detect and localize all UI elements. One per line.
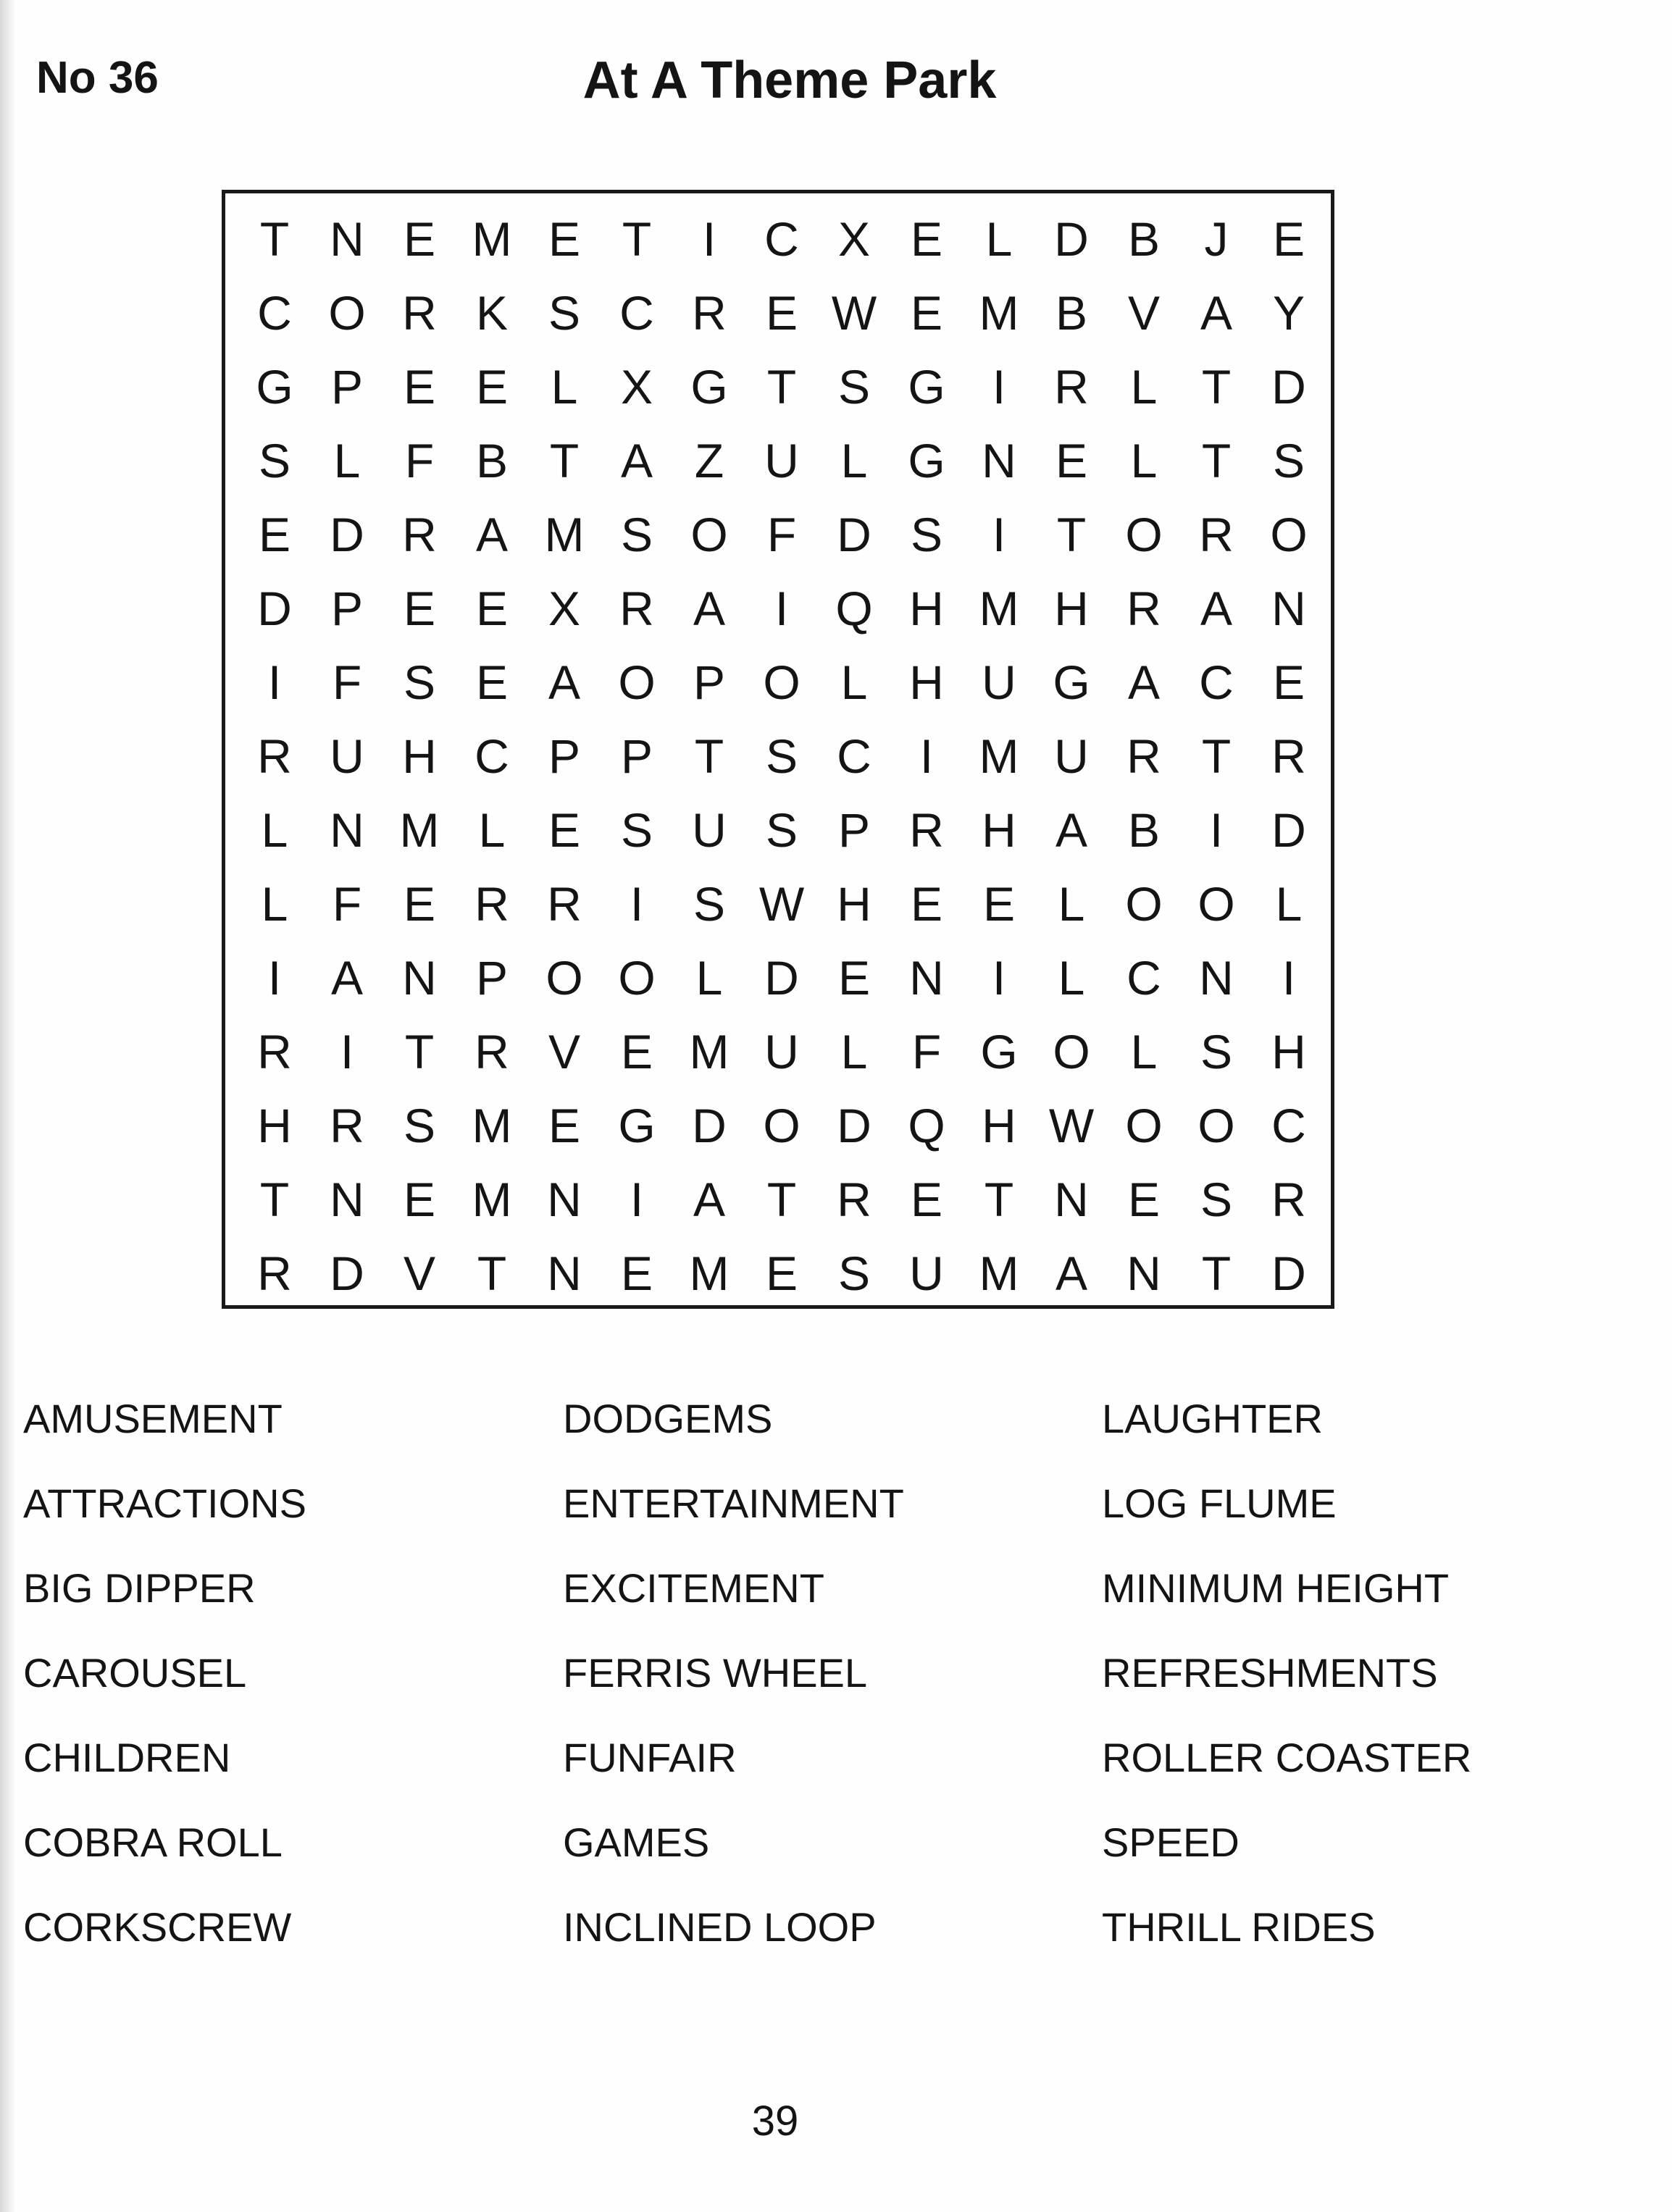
grid-cell: Z [694,434,724,487]
grid-cell: D [330,508,364,561]
grid-cell: M [979,286,1019,340]
grid-cell: B [475,434,509,487]
grid-cell: L [261,803,288,857]
grid-cell: S [620,803,653,857]
grid-cell: S [403,1099,436,1152]
grid-cell: O [690,508,728,561]
grid-cell: U [909,1247,944,1300]
grid-cell: O [763,655,801,709]
grid-cell: N [330,803,364,857]
grid-cell: L [1130,434,1158,487]
grid-cell: M [689,1247,730,1300]
grid-cell: L [478,803,506,857]
grid-cell: N [982,434,1016,487]
grid-cell: D [837,508,871,561]
grid-cell: U [982,655,1016,709]
word-list-item: CAROUSEL [23,1650,247,1696]
grid-cell: I [992,360,1006,414]
grid-cell: E [982,877,1016,931]
grid-cell: T [549,434,580,487]
grid-cell: R [257,729,292,783]
grid-cell: S [620,508,653,561]
grid-cell: C [1271,1099,1306,1152]
grid-cell: H [1054,582,1089,635]
grid-cell: R [1126,729,1161,783]
grid-cell: U [764,434,799,487]
grid-cell: M [979,1247,1019,1300]
grid-cell: S [693,877,726,931]
grid-cell: E [403,877,436,931]
grid-cell: I [1209,803,1224,857]
grid-cell: C [257,286,292,340]
grid-cell: M [689,1025,730,1078]
grid-cell: O [328,286,366,340]
grid-cell: Y [1272,286,1305,340]
grid-cell: I [774,582,789,635]
grid-cell: N [547,1173,582,1226]
grid-cell: Q [908,1099,945,1152]
grid-cell: L [1058,951,1085,1005]
grid-cell: O [1125,877,1163,931]
grid-cell: A [1055,803,1088,857]
grid-cell: S [765,729,798,783]
grid-cell: N [1126,1247,1161,1300]
grid-cell: E [258,508,291,561]
grid-cell: T [694,729,724,783]
grid-cell: M [979,729,1019,783]
grid-cell: M [472,1173,512,1226]
word-list-item: LAUGHTER [1102,1396,1323,1441]
grid-cell: L [1130,1025,1158,1078]
grid-cell: G [1053,655,1090,709]
grid-cell: P [620,729,653,783]
grid-cell: D [837,1099,871,1152]
grid-cell: R [909,803,944,857]
grid-cell: B [1055,286,1088,340]
grid-cell: R [547,877,582,931]
grid-cell: R [619,582,654,635]
grid-cell: A [1200,582,1233,635]
grid-cell: R [257,1025,292,1078]
word-list-item: CHILDREN [23,1735,231,1780]
grid-cell: T [259,1173,290,1226]
grid-cell: A [1055,1247,1088,1300]
grid-cell: P [693,655,726,709]
grid-cell: H [982,803,1016,857]
grid-cell: A [475,508,509,561]
grid-cell: G [980,1025,1018,1078]
grid-cell: O [763,1099,801,1152]
grid-cell: F [404,434,435,487]
grid-cell: N [909,951,944,1005]
grid-cell: N [1054,1173,1089,1226]
grid-cell: M [399,803,440,857]
grid-cell: V [403,1247,436,1300]
grid-cell: S [910,508,943,561]
grid-cell: H [909,582,944,635]
puzzle-title: At A Theme Park [582,51,997,109]
grid-cell: V [548,1025,581,1078]
grid-cell: L [1130,360,1158,414]
grid-cell: I [919,729,934,783]
grid-cell: T [766,1173,797,1226]
puzzle-number: No 36 [36,53,159,103]
grid-cell: B [1127,803,1161,857]
grid-cell: I [992,508,1006,561]
grid-cell: H [402,729,437,783]
grid-cell: F [911,1025,942,1078]
grid-cell: E [837,951,871,1005]
grid-cell: P [330,360,364,414]
word-search-grid [238,202,1325,1310]
word-list-item: COBRA ROLL [23,1819,283,1865]
grid-cell: D [1054,212,1089,266]
word-list-column-1 [23,1376,306,1969]
grid-cell: T [1201,729,1232,783]
grid-cell: D [1271,803,1306,857]
word-list-item: REFRESHMENTS [1102,1650,1438,1696]
grid-cell: C [619,286,654,340]
word-list-item: SPEED [1102,1819,1240,1865]
grid-cell: U [1054,729,1089,783]
grid-cell: O [1197,877,1235,931]
word-list-item: INCLINED LOOP [563,1904,877,1950]
grid-cell: T [477,1247,507,1300]
grid-cell: I [267,951,282,1005]
grid-cell: R [402,508,437,561]
grid-cell: N [1199,951,1234,1005]
grid-cell: L [1058,877,1085,931]
word-list-item: ROLLER COASTER [1102,1735,1472,1780]
grid-cell: R [1199,508,1234,561]
word-list-item: THRILL RIDES [1102,1904,1376,1950]
grid-cell: N [1271,582,1306,635]
grid-cell: U [764,1025,799,1078]
grid-cell: E [765,286,798,340]
word-list-item: AMUSEMENT [23,1396,283,1441]
grid-cell: O [546,951,583,1005]
grid-cell: I [340,1025,354,1078]
grid-cell: E [910,1173,943,1226]
word-list-item: LOG FLUME [1102,1480,1337,1526]
word-list-item: DODGEMS [563,1396,773,1441]
grid-cell: C [764,212,799,266]
grid-cell: L [333,434,361,487]
grid-cell: A [620,434,653,487]
grid-cell: T [766,360,797,414]
grid-cell: O [618,655,656,709]
grid-cell: A [693,1173,726,1226]
word-list-item: GAMES [563,1819,710,1865]
grid-cell: T [404,1025,435,1078]
grid-cell: R [475,1025,509,1078]
grid-cell: A [1127,655,1161,709]
grid-cell: P [475,951,509,1005]
grid-cell: I [992,951,1006,1005]
grid-cell: N [547,1247,582,1300]
grid-cell: C [475,729,509,783]
grid-cell: E [910,877,943,931]
grid-cell: S [1272,434,1305,487]
grid-cell: J [1204,212,1229,266]
grid-cell: N [330,212,364,266]
grid-cell: E [910,286,943,340]
grid-cell: A [693,582,726,635]
grid-cell: E [1055,434,1088,487]
grid-cell: O [1197,1099,1235,1152]
grid-cell: O [1270,508,1308,561]
grid-cell: H [1271,1025,1306,1078]
grid-cell: G [618,1099,656,1152]
grid-cell: H [837,877,871,931]
grid-cell: G [256,360,293,414]
word-list-item: MINIMUM HEIGHT [1102,1565,1450,1611]
grid-cell: E [548,212,581,266]
word-list-item: CORKSCREW [23,1904,292,1950]
grid-cell: P [330,582,364,635]
word-list-column-3 [1102,1376,1471,1969]
grid-cell: E [403,582,436,635]
grid-cell: E [620,1247,653,1300]
grid-cell: D [1271,360,1306,414]
grid-cell: L [840,1025,868,1078]
grid-cell: U [330,729,364,783]
grid-cell: X [837,212,871,266]
word-list-item: EXCITEMENT [563,1565,824,1611]
grid-cell: R [330,1099,364,1152]
grid-cell: S [548,286,581,340]
grid-cell: A [330,951,364,1005]
grid-cell: E [1127,1173,1161,1226]
grid-cell: P [548,729,581,783]
grid-cell: T [622,212,652,266]
grid-cell: F [766,508,797,561]
grid-cell: E [475,360,509,414]
grid-cell: M [472,212,512,266]
grid-cell: H [982,1099,1016,1152]
grid-cell: D [692,1099,727,1152]
grid-cell: H [257,1099,292,1152]
grid-cell: E [475,582,509,635]
grid-cell: V [1127,286,1161,340]
grid-cell: R [1126,582,1161,635]
grid-cell: M [979,582,1019,635]
grid-cell: W [1048,1099,1095,1152]
grid-cell: G [908,360,945,414]
grid-cell: R [257,1247,292,1300]
grid-cell: C [1199,655,1234,709]
grid-cell: T [259,212,290,266]
grid-cell: S [403,655,436,709]
grid-cell: E [1272,212,1305,266]
grid-cell: S [1200,1025,1233,1078]
grid-cell: T [984,1173,1014,1226]
grid-cell: S [765,803,798,857]
grid-cell: R [475,877,509,931]
page-number: 39 [751,2098,799,2145]
grid-cell: R [1271,729,1306,783]
grid-cell: M [544,508,585,561]
grid-cell: N [402,951,437,1005]
grid-cell: X [620,360,653,414]
word-list-item: FUNFAIR [563,1735,737,1780]
grid-cell: E [403,1173,436,1226]
grid-cell: P [837,803,871,857]
grid-cell: Q [835,582,873,635]
grid-cell: D [1271,1247,1306,1300]
word-list-item: BIG DIPPER [23,1565,256,1611]
grid-cell: X [548,582,581,635]
grid-cell: T [1056,508,1087,561]
grid-cell: E [1272,655,1305,709]
word-list-item: ENTERTAINMENT [563,1480,904,1526]
grid-cell: W [831,286,877,340]
grid-cell: T [1201,1247,1232,1300]
grid-cell: O [1125,508,1163,561]
grid-cell: N [330,1173,364,1226]
grid-cell: L [695,951,723,1005]
grid-cell: R [1054,360,1089,414]
grid-cell: D [764,951,799,1005]
word-list-column-2 [563,1376,904,1969]
grid-cell: I [630,1173,644,1226]
grid-cell: G [690,360,728,414]
grid-cell: L [985,212,1013,266]
grid-cell: L [840,434,868,487]
grid-cell: E [910,212,943,266]
grid-cell: I [267,655,282,709]
grid-cell: O [1053,1025,1090,1078]
grid-cell: R [402,286,437,340]
word-search-grid-frame [222,190,1334,1309]
grid-cell: R [692,286,727,340]
grid-cell: T [1201,360,1232,414]
grid-cell: I [630,877,644,931]
grid-cell: E [403,212,436,266]
grid-cell: E [475,655,509,709]
grid-cell: B [1127,212,1161,266]
grid-cell: D [257,582,292,635]
grid-cell: L [840,655,868,709]
grid-cell: E [548,803,581,857]
grid-cell: L [1275,877,1303,931]
grid-cell: L [551,360,578,414]
grid-cell: E [620,1025,653,1078]
grid-cell: S [837,360,871,414]
grid-cell: L [261,877,288,931]
grid-cell: O [618,951,656,1005]
grid-cell: R [1271,1173,1306,1226]
grid-cell: T [1201,434,1232,487]
grid-cell: A [1200,286,1233,340]
grid-cell: K [475,286,509,340]
grid-cell: I [1282,951,1296,1005]
grid-cell: E [403,360,436,414]
grid-cell: I [702,212,716,266]
word-list-item: ATTRACTIONS [23,1480,306,1526]
page-edge-shadow [0,0,16,2212]
grid-cell: R [837,1173,871,1226]
grid-cell: E [765,1247,798,1300]
grid-cell: F [332,877,362,931]
grid-cell: S [837,1247,871,1300]
grid-cell: D [330,1247,364,1300]
grid-cell: E [548,1099,581,1152]
grid-cell: S [258,434,291,487]
grid-cell: W [758,877,805,931]
grid-cell: H [909,655,944,709]
grid-cell: C [837,729,871,783]
grid-cell: F [332,655,362,709]
grid-cell: S [1200,1173,1233,1226]
grid-cell: M [472,1099,512,1152]
grid-cell: U [692,803,727,857]
grid-cell: G [908,434,945,487]
grid-cell: A [548,655,581,709]
word-list-item: FERRIS WHEEL [563,1650,868,1696]
grid-cell: O [1125,1099,1163,1152]
grid-cell: C [1126,951,1161,1005]
